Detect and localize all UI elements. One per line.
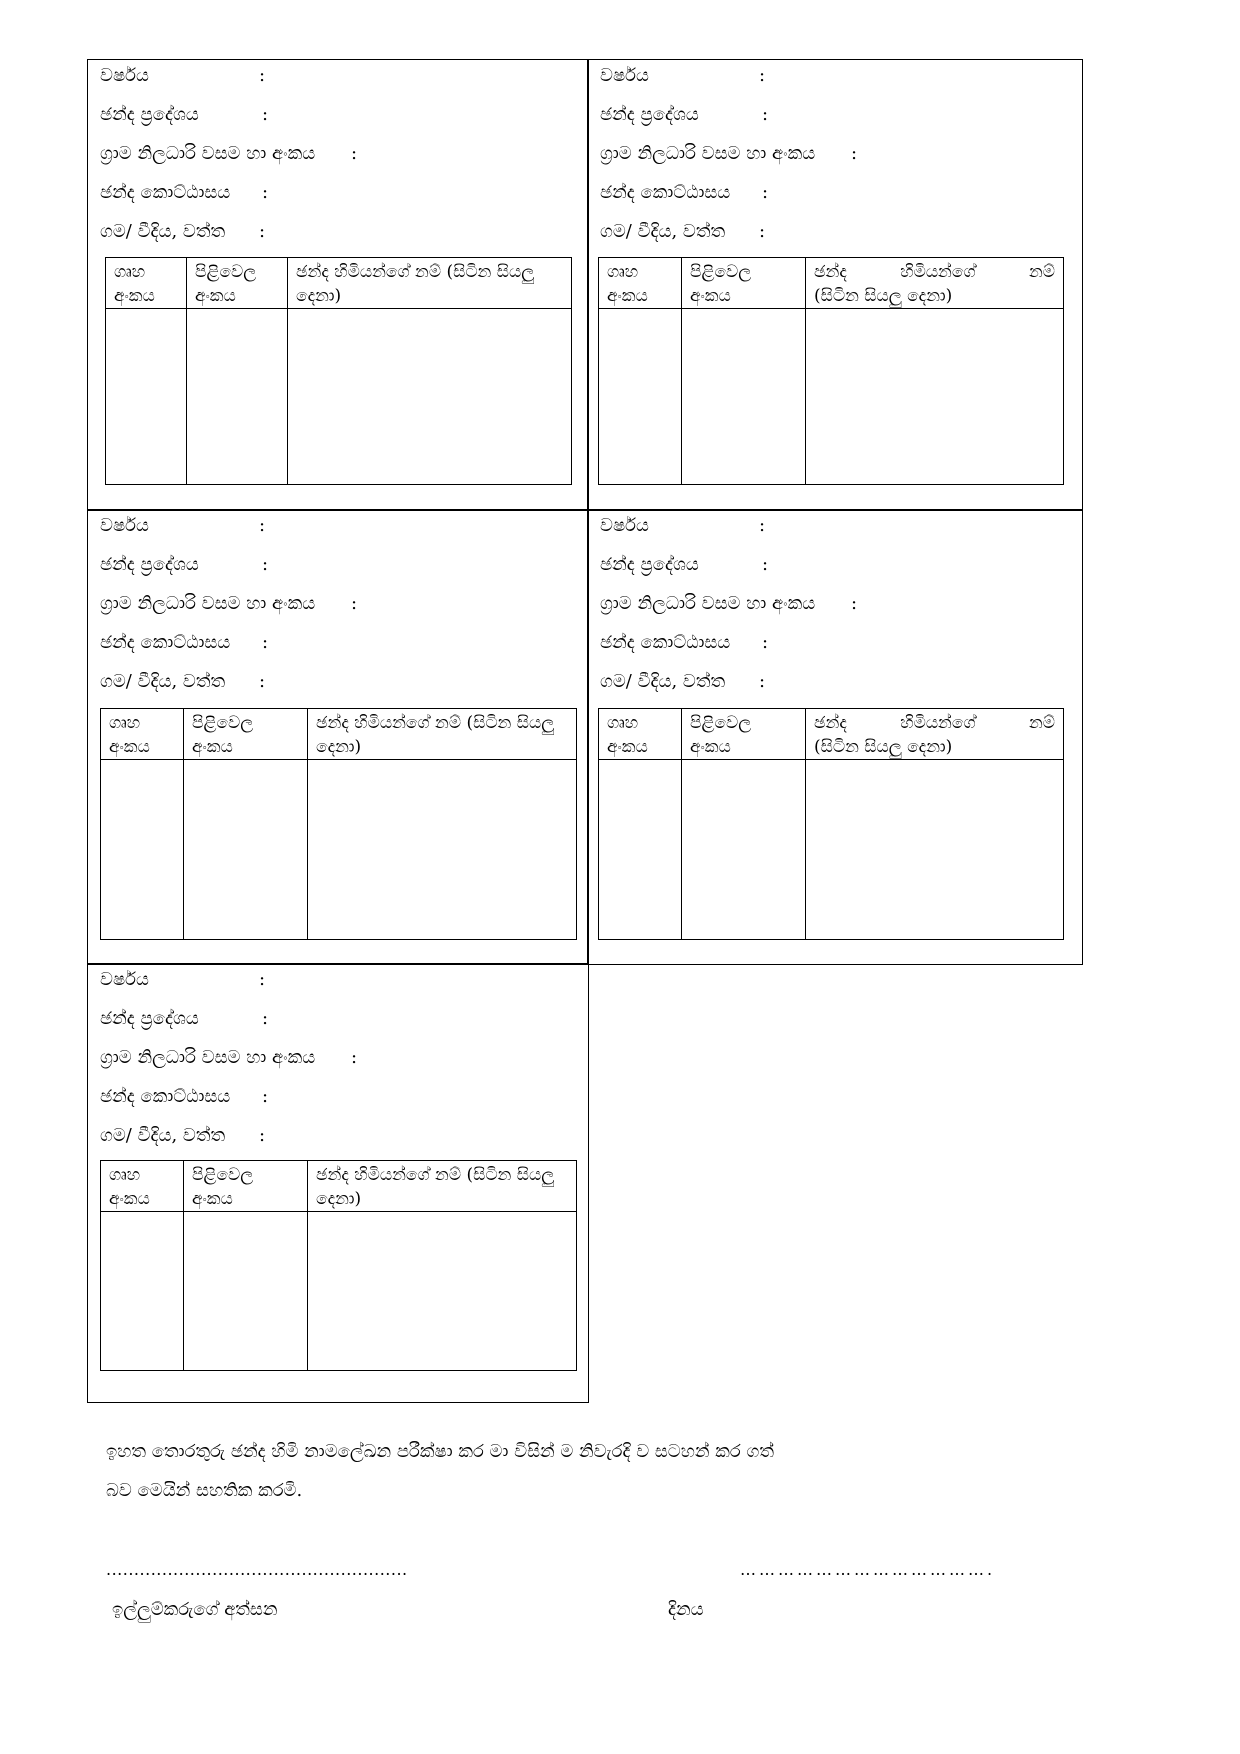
electoral-district-label: ඡන්ද ප්‍රදේශය <box>600 554 699 575</box>
certification-line-2: බව මෙයින් සහතික කරමි. <box>106 1480 303 1501</box>
year-label: වර්ෂය <box>600 515 649 536</box>
colon: : <box>351 593 358 614</box>
colon: : <box>262 182 269 203</box>
header-voter-names: ඡන්ද හිමියන්ගේ නම් (සිටින සියලු දෙනා) <box>308 709 577 760</box>
header-text: පිළිවෙල <box>690 713 752 733</box>
colon: : <box>259 969 266 990</box>
house-number-cell[interactable] <box>101 1212 184 1371</box>
header-text: ඡන්ද <box>814 262 847 282</box>
colon: : <box>259 1125 266 1146</box>
header-voter-names: ඡන්ද හිමියන්ගේ නම් (සිටින සියලු දෙනා) <box>288 258 572 309</box>
header-text: (සිටින සියලු දෙනා) <box>814 286 953 306</box>
colon: : <box>351 1047 358 1068</box>
house-number-cell[interactable] <box>599 760 682 940</box>
header-serial-number <box>184 709 308 760</box>
polling-division-label: ඡන්ද කොට්ඨාසය <box>600 632 731 653</box>
village-street-label: ගම/ වීදිය, වත්ත <box>100 1125 226 1146</box>
header-house-number <box>101 1161 184 1212</box>
colon: : <box>851 593 858 614</box>
colon: : <box>759 515 766 536</box>
colon: : <box>262 1086 269 1107</box>
house-number-cell[interactable] <box>101 760 184 940</box>
form-block-3 <box>87 509 589 965</box>
header-text: අංකය <box>114 286 155 306</box>
voter-names-cell[interactable] <box>288 309 572 485</box>
colon: : <box>762 182 769 203</box>
colon: : <box>259 221 266 242</box>
village-street-label: ගම/ වීදිය, වත්ත <box>100 221 226 242</box>
header-text: පිළිවෙල <box>192 713 254 733</box>
colon: : <box>759 65 766 86</box>
serial-number-cell[interactable] <box>187 309 288 485</box>
year-label: වර්ෂය <box>600 65 649 86</box>
house-number-cell[interactable] <box>599 309 682 485</box>
header-serial-number <box>682 258 806 309</box>
polling-division-label: ඡන්ද කොට්ඨාසය <box>100 632 231 653</box>
form-block-2 <box>587 59 1083 511</box>
header-voter-names: ඡන්ද හිමියන්ගේ නම් (සිටින සියලු දෙනා) <box>308 1161 577 1212</box>
header-text: අංකය <box>607 286 648 306</box>
header-serial-number <box>187 258 288 309</box>
header-text: ගෘහ <box>607 262 639 282</box>
village-street-label: ගම/ වීදිය, වත්ත <box>100 671 226 692</box>
gn-division-label: ග්‍රාම නිලධාරි වසම හා අංකය <box>600 593 816 614</box>
header-house-number <box>599 258 682 309</box>
colon: : <box>759 221 766 242</box>
form-block-1 <box>87 59 589 511</box>
header-text: අංකය <box>690 286 731 306</box>
header-text: (සිටින සියලු දෙනා) <box>814 737 953 757</box>
voter-table <box>100 708 577 940</box>
voter-table <box>598 257 1064 485</box>
voter-table <box>105 257 572 485</box>
serial-number-cell[interactable] <box>184 1212 308 1371</box>
header-text: හිමියන්ගේ <box>900 713 976 733</box>
header-voter-names <box>806 258 1064 309</box>
voter-table <box>598 708 1064 940</box>
header-text: අංකය <box>109 1189 150 1209</box>
colon: : <box>762 554 769 575</box>
header-house-number <box>101 709 184 760</box>
certification-line-1: ඉහත තොරතුරු ඡන්ද හිමි නාමලේඛන පරීක්ෂා කර මා විසින් ම නිවැරදි ව සටහන් කර ගත් <box>106 1441 774 1462</box>
header-house-number <box>106 258 187 309</box>
date-line[interactable]: …………………………………. <box>740 1560 996 1579</box>
voter-names-cell[interactable] <box>806 760 1064 940</box>
header-text: ගෘහ <box>607 713 639 733</box>
header-text: අංකය <box>192 1189 233 1209</box>
header-text: පිළිවෙල <box>690 262 752 282</box>
voter-names-cell[interactable] <box>806 309 1064 485</box>
header-text: හිමියන්ගේ <box>900 262 976 282</box>
colon: : <box>351 143 358 164</box>
polling-division-label: ඡන්ද කොට්ඨාසය <box>100 182 231 203</box>
signature-line[interactable]: ...................................................... <box>106 1560 408 1579</box>
serial-number-cell[interactable] <box>682 309 806 485</box>
gn-division-label: ග්‍රාම නිලධාරි වසම හා අංකය <box>100 1047 316 1068</box>
voter-names-cell[interactable] <box>308 760 577 940</box>
year-label: වර්ෂය <box>100 65 149 86</box>
house-number-cell[interactable] <box>106 309 187 485</box>
serial-number-cell[interactable] <box>682 760 806 940</box>
voter-names-cell[interactable] <box>308 1212 577 1371</box>
voter-table <box>100 1160 577 1371</box>
electoral-district-label: ඡන්ද ප්‍රදේශය <box>100 1008 199 1029</box>
header-text: අංකය <box>690 737 731 757</box>
date-label: දිනය <box>668 1599 704 1620</box>
village-street-label: ගම/ වීදිය, වත්ත <box>600 671 726 692</box>
year-label: වර්ෂය <box>100 515 149 536</box>
header-house-number <box>599 709 682 760</box>
gn-division-label: ග්‍රාම නිලධාරි වසම හා අංකය <box>100 143 316 164</box>
header-text: ගෘහ <box>114 262 146 282</box>
header-text: අංකය <box>192 737 233 757</box>
header-serial-number <box>682 709 806 760</box>
form-block-5 <box>87 963 589 1403</box>
colon: : <box>262 632 269 653</box>
colon: : <box>259 515 266 536</box>
header-names-line <box>814 260 1055 284</box>
header-text: ගෘහ <box>109 1165 141 1185</box>
electoral-district-label: ඡන්ද ප්‍රදේශය <box>100 554 199 575</box>
header-text: පිළිවෙල <box>192 1165 254 1185</box>
colon: : <box>762 104 769 125</box>
polling-division-label: ඡන්ද කොට්ඨාසය <box>100 1086 231 1107</box>
colon: : <box>259 65 266 86</box>
colon: : <box>851 143 858 164</box>
electoral-district-label: ඡන්ද ප්‍රදේශය <box>600 104 699 125</box>
colon: : <box>759 671 766 692</box>
colon: : <box>262 554 269 575</box>
header-text: අංකය <box>607 737 648 757</box>
header-text: නම් <box>1028 713 1055 733</box>
signature-label: ඉල්ලුම්කරුගේ අත්සන <box>112 1599 278 1620</box>
header-names-line <box>814 711 1055 735</box>
header-serial-number <box>184 1161 308 1212</box>
serial-number-cell[interactable] <box>184 760 308 940</box>
village-street-label: ගම/ වීදිය, වත්ත <box>600 221 726 242</box>
colon: : <box>762 632 769 653</box>
header-text: අංකය <box>195 286 236 306</box>
header-text: අංකය <box>109 737 150 757</box>
gn-division-label: ග්‍රාම නිලධාරි වසම හා අංකය <box>600 143 816 164</box>
year-label: වර්ෂය <box>100 969 149 990</box>
gn-division-label: ග්‍රාම නිලධාරි වසම හා අංකය <box>100 593 316 614</box>
colon: : <box>262 1008 269 1029</box>
form-block-4 <box>587 509 1083 965</box>
header-voter-names <box>806 709 1064 760</box>
electoral-district-label: ඡන්ද ප්‍රදේශය <box>100 104 199 125</box>
header-text: නම් <box>1028 262 1055 282</box>
header-text: ඡන්ද <box>814 713 847 733</box>
header-text: ගෘහ <box>109 713 141 733</box>
colon: : <box>262 104 269 125</box>
colon: : <box>259 671 266 692</box>
header-text: පිළිවෙල <box>195 262 257 282</box>
polling-division-label: ඡන්ද කොට්ඨාසය <box>600 182 731 203</box>
